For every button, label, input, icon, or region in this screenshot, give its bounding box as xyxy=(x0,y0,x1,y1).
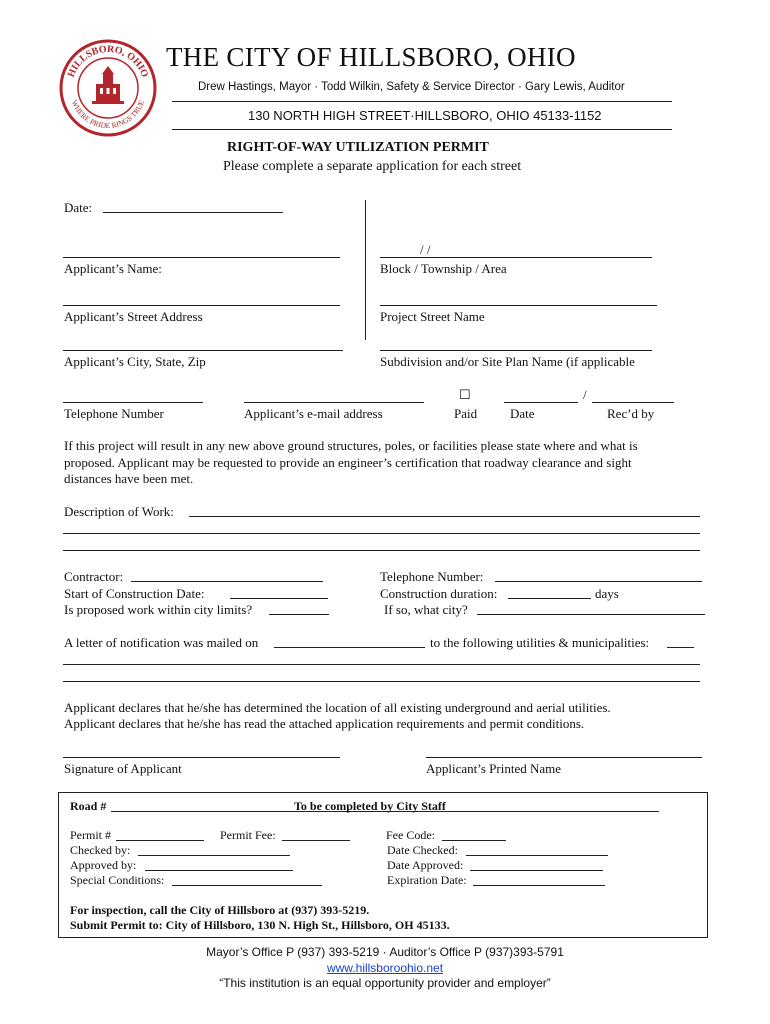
submit-note: Submit Permit to: City of Hillsboro, 130 N. High St., Hillsboro, OH 45133. xyxy=(70,918,450,932)
checked-by-field[interactable] xyxy=(138,855,290,856)
checked-by-label: Checked by: xyxy=(70,843,131,857)
footer-office-phones: Mayor’s Office P (937) 393-5219 · Auditor’s Office P (937)393-5791 xyxy=(206,945,564,959)
column-divider xyxy=(365,200,366,340)
footer-website xyxy=(0,961,770,975)
paid-checkbox[interactable]: ☐ xyxy=(459,387,471,402)
contractor-field[interactable] xyxy=(131,581,323,582)
which-city-label: If so, what city? xyxy=(384,602,468,617)
telephone-label: Telephone Number xyxy=(64,406,164,421)
block-township-label: Block / Township / Area xyxy=(380,261,507,276)
signature-label: Signature of Applicant xyxy=(64,761,182,776)
svg-text:HILLSBORO, OHIO: HILLSBORO, OHIO xyxy=(65,43,151,79)
block-slashes: / / xyxy=(420,242,431,257)
which-city-field[interactable] xyxy=(477,614,705,615)
days-label: days xyxy=(595,586,619,601)
applicant-name-label: Applicant’s Name: xyxy=(64,261,162,276)
city-state-zip-label: Applicant’s City, State, Zip xyxy=(64,354,206,369)
expiration-date-field[interactable] xyxy=(473,885,605,886)
paid-date-field[interactable] xyxy=(504,402,578,403)
subdivision-field[interactable] xyxy=(380,350,652,351)
letter-date-field[interactable] xyxy=(274,647,425,648)
paid-date-label: Date xyxy=(510,406,535,421)
description-label: Description of Work: xyxy=(64,504,174,519)
date-approved-field[interactable] xyxy=(470,870,603,871)
telephone-field[interactable] xyxy=(63,402,203,403)
city-state-zip-field[interactable] xyxy=(63,350,343,351)
special-conditions-field[interactable] xyxy=(172,885,322,886)
duration-label: Construction duration: xyxy=(380,586,498,601)
email-field[interactable] xyxy=(244,402,424,403)
city-title: THE CITY OF HILLSBORO, OHIO xyxy=(166,42,576,72)
start-date-field[interactable] xyxy=(230,598,328,599)
project-street-field[interactable] xyxy=(380,305,657,306)
staff-heading: To be completed by City Staff xyxy=(294,799,446,813)
declaration-utilities: Applicant declares that he/she has determined the location of all existing underground and aerial utilities. xyxy=(64,700,611,715)
website-link[interactable]: www.hillsboroohio.net xyxy=(326,961,444,975)
email-label: Applicant’s e-mail address xyxy=(244,406,383,421)
recd-by-field[interactable] xyxy=(592,402,674,403)
date-checked-label: Date Checked: xyxy=(387,843,458,857)
utilities-label: to the following utilities & municipalities: xyxy=(430,635,650,650)
fee-code-field[interactable] xyxy=(442,840,506,841)
applicant-name-field[interactable] xyxy=(63,257,340,258)
letter-label: A letter of notification was mailed on xyxy=(64,635,259,650)
header-rule-2 xyxy=(172,129,672,130)
svg-text:WHERE PRIDE RINGS TRUE: WHERE PRIDE RINGS TRUE xyxy=(69,98,147,131)
date-checked-field[interactable] xyxy=(466,855,608,856)
start-date-label: Start of Construction Date: xyxy=(64,586,205,601)
recd-by-label: Rec’d by xyxy=(607,406,655,421)
project-street-label: Project Street Name xyxy=(380,309,485,324)
city-seal-logo xyxy=(58,38,158,138)
signature-field[interactable] xyxy=(63,757,340,758)
utilities-field-inline[interactable] xyxy=(667,647,694,648)
declaration-conditions: Applicant declares that he/she has read the attached application requirements and permit conditions. xyxy=(64,716,585,731)
recd-slash: / xyxy=(583,387,587,402)
structures-note-line-3: distances have been met. xyxy=(64,471,194,486)
contractor-phone-label: Telephone Number: xyxy=(380,569,484,584)
permit-fee-field[interactable] xyxy=(282,840,350,841)
form-subtitle: Please complete a separate application for each street xyxy=(223,159,522,174)
paid-label: Paid xyxy=(454,406,478,421)
permit-number-field[interactable] xyxy=(116,840,204,841)
structures-note-line-1: If this project will result in any new above ground structures, poles, or facilities please state where and what is xyxy=(64,438,638,453)
date-field[interactable] xyxy=(103,212,283,213)
city-officials: Drew Hastings, Mayor · Todd Wilkin, Safety & Service Director · Gary Lewis, Auditor xyxy=(198,81,625,93)
fee-code-label: Fee Code: xyxy=(386,828,435,842)
date-approved-label: Date Approved: xyxy=(387,858,464,872)
inspection-note: For inspection, call the City of Hillsboro at (937) 393-5219. xyxy=(70,903,370,917)
structures-note-line-2: proposed. Applicant may be requested to provide an engineer’s certification that roadway clearance and sight xyxy=(64,455,632,470)
description-line-3[interactable] xyxy=(63,550,700,551)
contractor-label: Contractor: xyxy=(64,569,124,584)
description-line-1[interactable] xyxy=(189,516,700,517)
city-address: 130 NORTH HIGH STREET·HILLSBORO, OHIO 45133-1152 xyxy=(248,108,602,123)
permit-fee-label: Permit Fee: xyxy=(220,828,276,842)
printed-name-label: Applicant’s Printed Name xyxy=(426,761,562,776)
utilities-line-2[interactable] xyxy=(63,681,700,682)
permit-number-label: Permit # xyxy=(70,828,111,842)
within-city-field[interactable] xyxy=(269,614,329,615)
duration-field[interactable] xyxy=(508,598,591,599)
date-label: Date: xyxy=(64,200,93,215)
form-title: RIGHT-OF-WAY UTILIZATION PERMIT xyxy=(227,140,489,155)
street-address-field[interactable] xyxy=(63,305,340,306)
within-city-label: Is proposed work within city limits? xyxy=(64,602,253,617)
expiration-date-label: Expiration Date: xyxy=(387,873,467,887)
header-rule-1 xyxy=(172,101,672,102)
description-line-2[interactable] xyxy=(63,533,700,534)
special-conditions-label: Special Conditions: xyxy=(70,873,165,887)
utilities-line-1[interactable] xyxy=(63,664,700,665)
subdivision-label: Subdivision and/or Site Plan Name (if applicable xyxy=(380,354,635,369)
footer-equal-opportunity: “This institution is an equal opportunity provider and employer” xyxy=(219,976,551,990)
approved-by-field[interactable] xyxy=(145,870,293,871)
street-address-label: Applicant’s Street Address xyxy=(64,309,203,324)
road-label: Road # xyxy=(70,799,107,813)
approved-by-label: Approved by: xyxy=(70,858,137,872)
printed-name-field[interactable] xyxy=(426,757,702,758)
contractor-phone-field[interactable] xyxy=(495,581,702,582)
